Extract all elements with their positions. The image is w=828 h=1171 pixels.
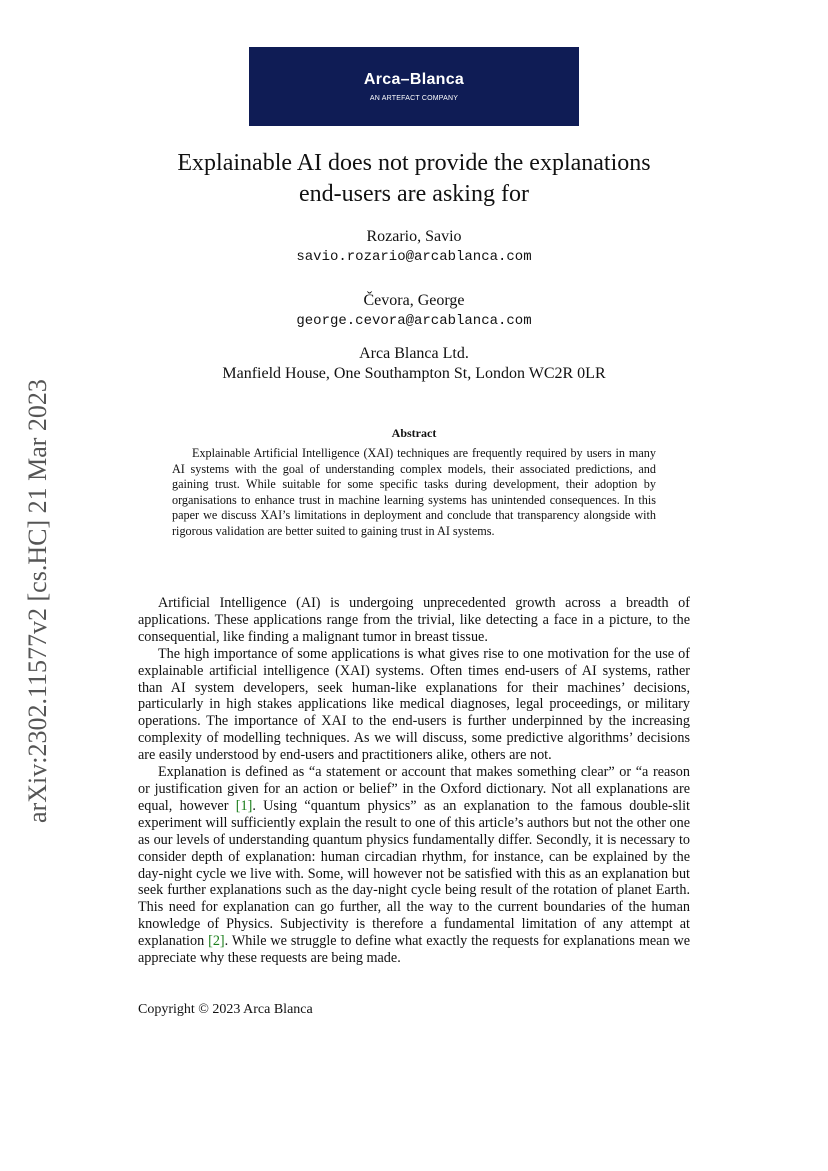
paragraph-2: The high importance of some applications is what gives rise to one motivation for the use of explainable artificial intelligence (XAI) systems. Often times end-users of AI systems, rather than AI system developers, seek human-like explanations for their machines’ decisions, particularly in high stakes applications like medical diagnoses, legal proceedings, or military operations. The importance of XAI to the end-users is further underpinned by the increasing complexity of modelling techniques. As we will discuss, some predictive algorithms’ decisions are easily understood by end-users and practitioners alike, others are not.: [138, 645, 690, 764]
author-name-1: Rozario, Savio: [366, 228, 462, 245]
affiliation-address: Manfield House, One Southampton St, London WC2R 0LR: [222, 365, 606, 382]
copyright-notice: Copyright © 2023 Arca Blanca: [138, 1002, 313, 1017]
paragraph-3: [138, 764, 690, 967]
author-email-1[interactable]: savio.rozario@arcablanca.com: [296, 249, 532, 265]
abstract-text: Explainable Artificial Intelligence (XAI) techniques are frequently required by users in many AI systems with the goal of understanding complex models, their associated predictions, and gaining trust. While suitable for some specific tasks during development, their adoption by organisations to enhance trust in machine learning systems has unintended consequences. In this paper we discuss XAI’s limitations in deployment and conclude that transparency alongside with rigorous validation are better suited to gaining trust in AI systems.: [172, 446, 656, 538]
paper-title-line-1: Explainable AI does not provide the explanations: [177, 150, 651, 176]
affiliation-org: Arca Blanca Ltd.: [359, 345, 469, 362]
author-name-2: Čevora, George: [363, 292, 465, 309]
paper-title: [100, 148, 728, 210]
company-tagline: AN ARTEFACT COMPANY: [369, 95, 459, 102]
paragraph-3-part-c: . While we struggle to define what exactly the requests for explanations mean we appreciate why these requests are being made.: [138, 933, 690, 967]
paragraph-3-part-b: . Using “quantum physics” as an explanation to the famous double-slit experiment will sufficiently explain the result to one of this article’s authors but not the other one as our levels of understanding quantum physics fundamentally differ. Secondly, it is necessary to consider depth of explanation: human circadian rhythm, for instance, can be explained by the day-night cycle we live with. Some, will however not be satisfied with this as an explanation but seek further explanations such as the day-night cycle being result of the rotation of planet Earth. This need for explanation can go further, all the way to the current boundaries of the human knowledge of Physics. Subjectivity is therefore a fundamental limitation of any attempt at explanation: [138, 797, 690, 950]
company-logo-text: Arca–Blanca: [363, 71, 465, 88]
paragraph-1: Artificial Intelligence (AI) is undergoing unprecedented growth across a breadth of applications. These applications range from the trivial, like detecting a face in a picture, to the consequential, like finding a malignant tumor in breast tissue.: [138, 595, 690, 645]
paragraph-3-part-a: Explanation is defined as “a statement or account that makes something clear” or “a reason or justification given for an action or belief” in the Oxford dictionary. Not all explanations are equal, however: [138, 764, 690, 814]
abstract-heading: Abstract: [391, 426, 437, 440]
citation-link-1[interactable]: [1]: [235, 797, 253, 814]
author-email-2[interactable]: george.cevora@arcablanca.com: [296, 313, 532, 329]
company-logo-banner: [249, 47, 579, 126]
citation-link-2[interactable]: [2]: [208, 933, 225, 950]
body-text: [138, 595, 690, 967]
paper-title-line-2: end-users are asking for: [299, 181, 529, 207]
arxiv-stamp-text: arXiv:2302.11577v2 [cs.HC] 21 Mar 2023: [23, 379, 52, 823]
